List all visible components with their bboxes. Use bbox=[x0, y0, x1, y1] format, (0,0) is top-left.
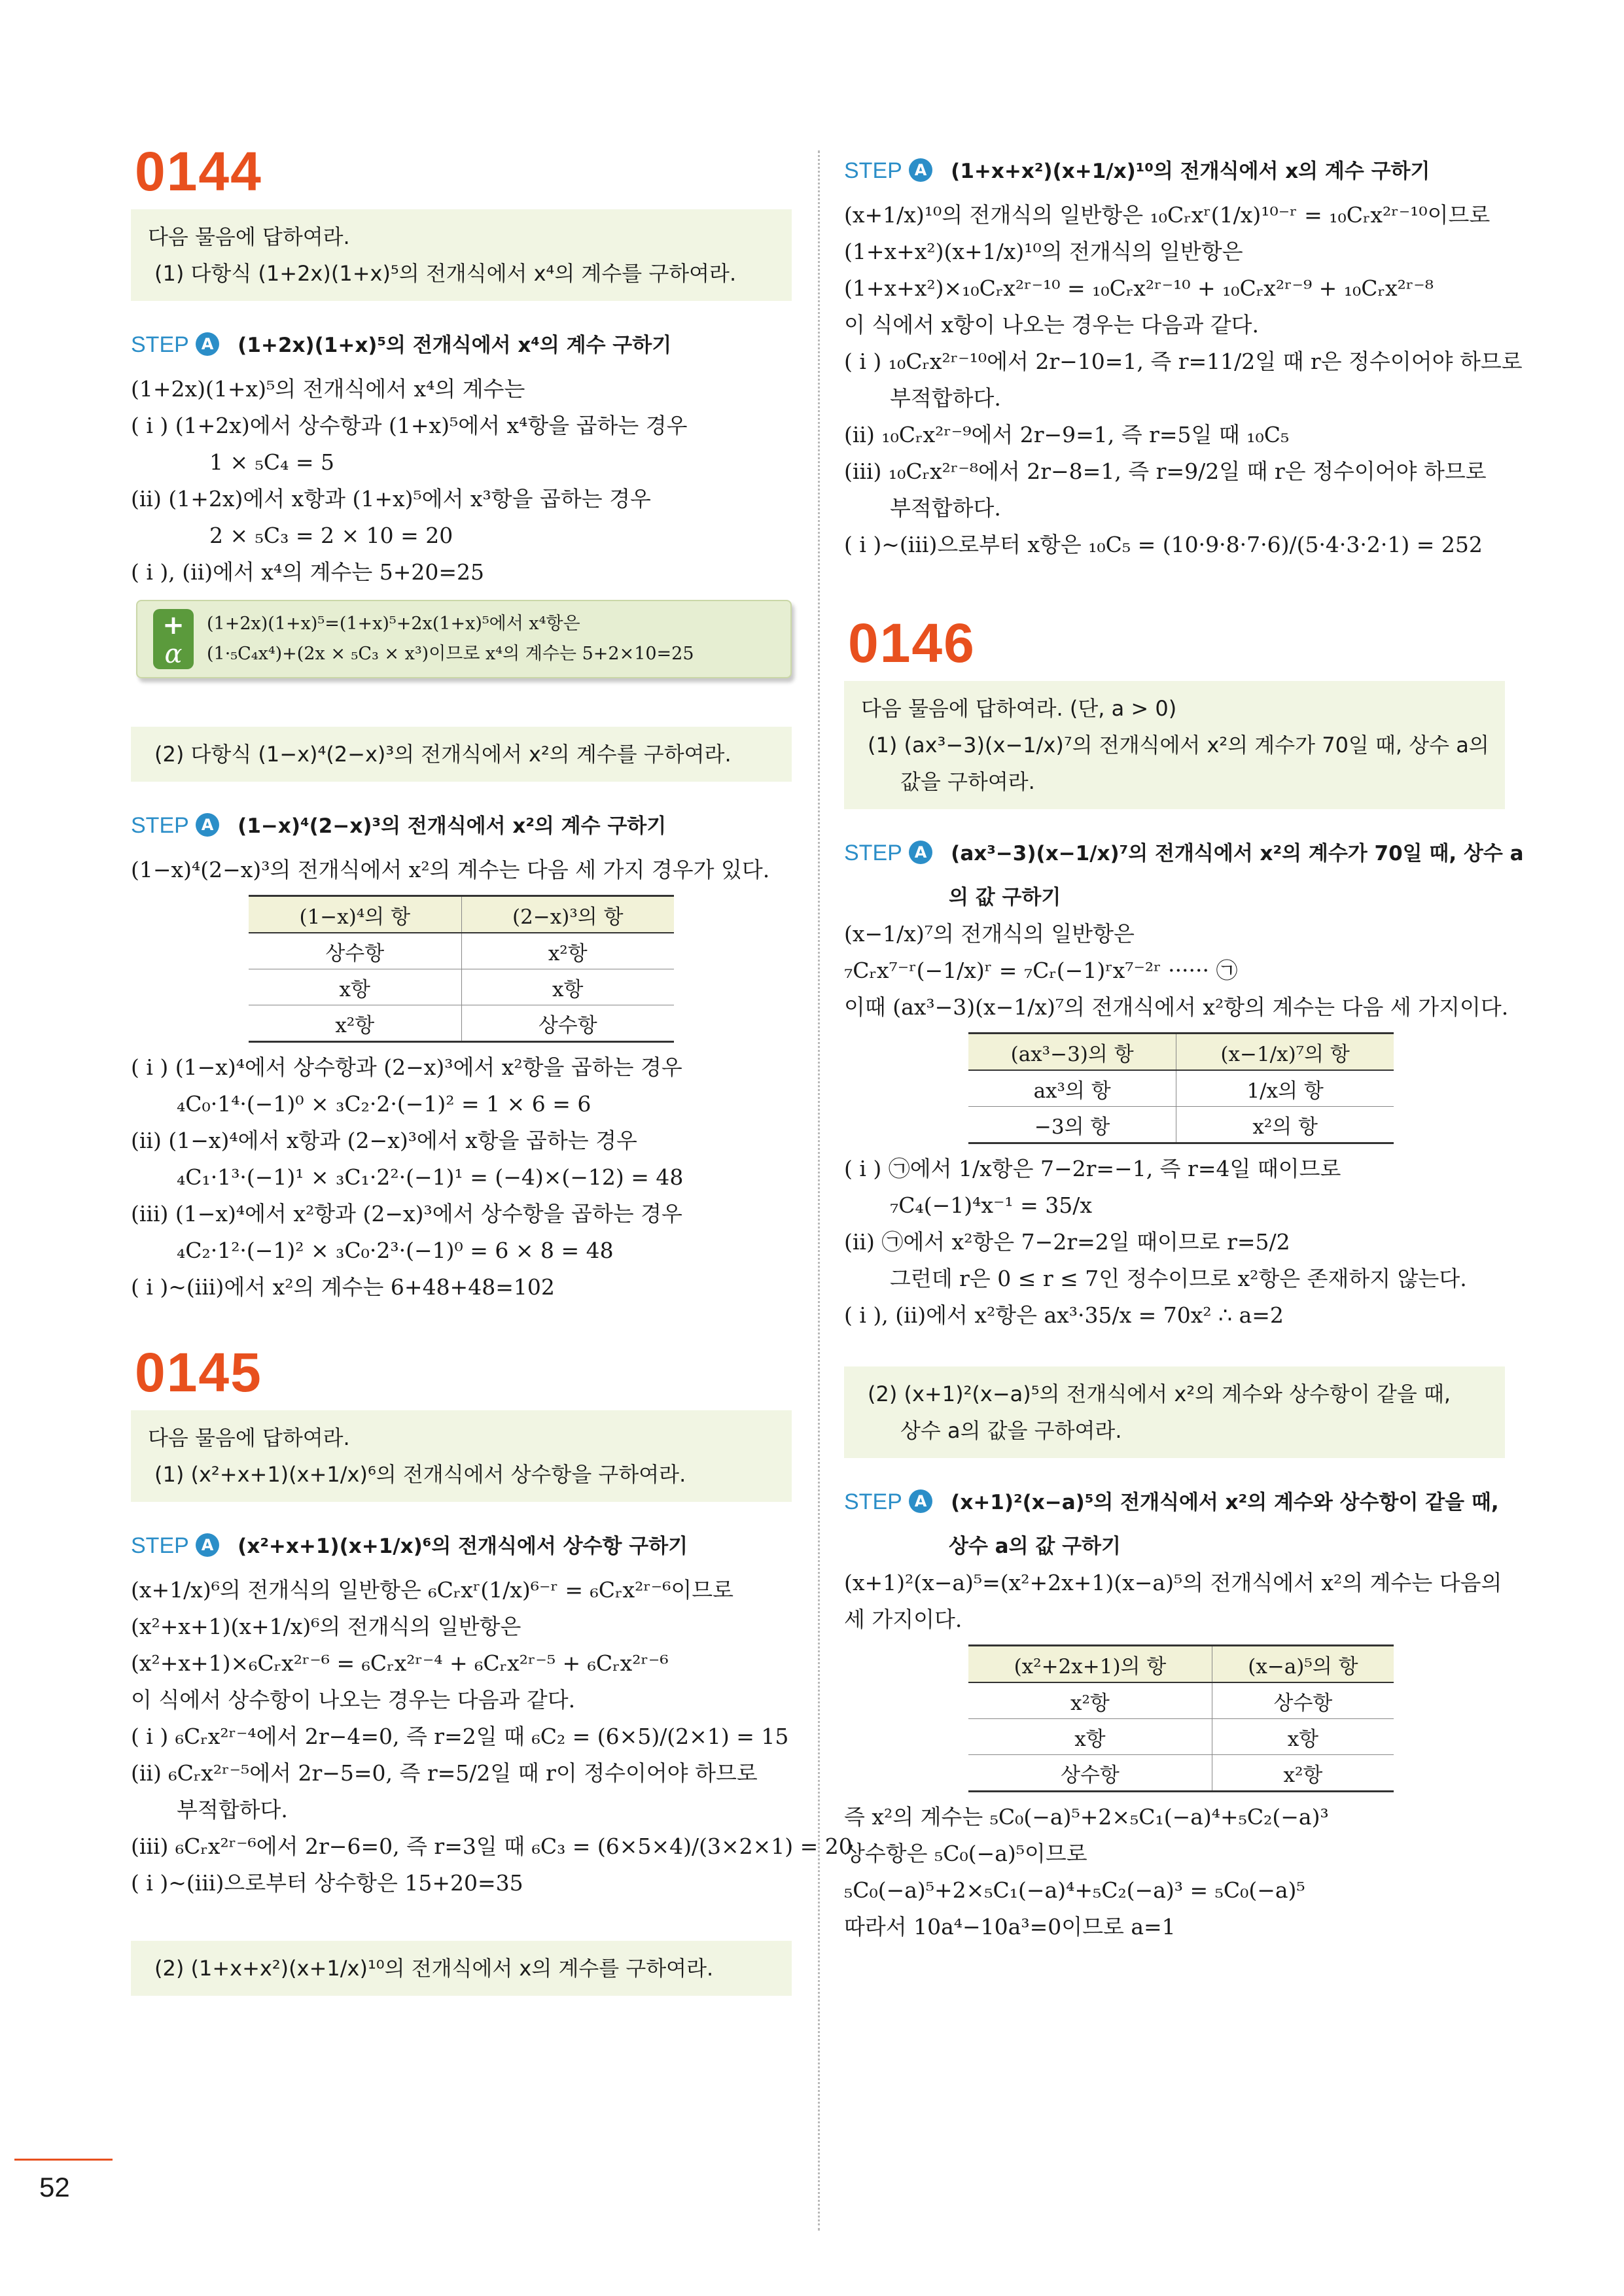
solution-line: (x+1/x)¹⁰의 전개식의 일반항은 ₁₀Cᵣxʳ(1/x)¹⁰⁻ʳ = ₁₀Cᵣx²ʳ⁻¹⁰이므로 bbox=[844, 202, 1491, 228]
solution-line: (x−1/x)⁷의 전개식의 일반항은 bbox=[844, 921, 1135, 947]
solution-line: ( i ) ₁₀Cᵣx²ʳ⁻¹⁰에서 2r−10=1, 즉 r=11/2일 때 r은 정수이어야 하므로 bbox=[844, 349, 1523, 374]
question-1-cont: 값을 구하여라. bbox=[900, 769, 1035, 794]
table-cell: x²항 bbox=[461, 933, 674, 969]
question-1: (1) (ax³−3)(x−1/x)⁷의 전개식에서 x²의 계수가 70일 때, 상수 a의 bbox=[868, 733, 1489, 757]
step-label: STEP bbox=[131, 813, 189, 838]
table-cell: 상수항 bbox=[968, 1755, 1212, 1792]
table-header: (ax³−3)의 항 bbox=[968, 1034, 1176, 1071]
problem-intro: 다음 물음에 답하여라. bbox=[148, 1425, 350, 1450]
table-cell: x항 bbox=[249, 969, 461, 1005]
solution-line: (1+x+x²)(x+1/x)¹⁰의 전개식의 일반항은 bbox=[844, 239, 1243, 264]
solution-line: (x²+x+1)(x+1/x)⁶의 전개식의 일반항은 bbox=[131, 1614, 521, 1639]
step-header bbox=[131, 1525, 792, 1567]
table-cell: 상수항 bbox=[249, 933, 461, 969]
solution-line: ( i ) ㉠에서 1/x항은 7−2r=−1, 즉 r=4일 때이므로 bbox=[844, 1156, 1341, 1181]
solution-line: ₇Cᵣx⁷⁻ʳ(−1/x)ʳ = ₇Cᵣ(−1)ʳx⁷⁻²ʳ ······ ㉠ bbox=[844, 958, 1238, 983]
table-cell: x²항 bbox=[1212, 1755, 1394, 1792]
step-title: (1+x+x²)(x+1/x)¹⁰의 전개식에서 x의 계수 구하기 bbox=[951, 160, 1430, 183]
problem-box-0145-2 bbox=[131, 1941, 792, 1996]
step-header bbox=[844, 1482, 1505, 1523]
table-cell: −3의 항 bbox=[968, 1107, 1176, 1143]
solution-line: (iii) ₆Cᵣx²ʳ⁻⁶에서 2r−6=0, 즉 r=3일 때 ₆C₃ = (6×5×4)/(3×2×1) = 20 bbox=[131, 1834, 853, 1859]
term-table bbox=[249, 895, 674, 1043]
problem-box-0146 bbox=[844, 681, 1505, 809]
solution-line: (ii) ₆Cᵣx²ʳ⁻⁵에서 2r−5=0, 즉 r=5/2일 때 r이 정수이어야 하므로 bbox=[131, 1760, 758, 1786]
question-2: (2) (1+x+x²)(x+1/x)¹⁰의 전개식에서 x의 계수를 구하여라. bbox=[154, 1956, 714, 1981]
solution-line: (ii) ㉠에서 x²항은 7−2r=2일 때이므로 r=5/2 bbox=[844, 1229, 1290, 1255]
solution-line: (iii) (1−x)⁴에서 x²항과 (2−x)³에서 상수항을 곱하는 경우 bbox=[131, 1201, 682, 1226]
step-header bbox=[131, 805, 792, 846]
solution-line: 부적합하다. bbox=[177, 1797, 288, 1822]
problem-number-0144: 0144 bbox=[135, 141, 262, 202]
table-header: (1−x)⁴의 항 bbox=[249, 896, 461, 933]
right-column bbox=[844, 144, 1524, 1945]
step-label: STEP bbox=[844, 1489, 902, 1514]
solution-line: (ii) (1+2x)에서 x항과 (1+x)⁵에서 x³항을 곱하는 경우 bbox=[131, 486, 651, 512]
table-cell: 상수항 bbox=[1212, 1682, 1394, 1719]
solution-line: ₄C₁·1³·(−1)¹ × ₃C₁·2²·(−1)¹ = (−4)×(−12) = 48 bbox=[177, 1164, 684, 1190]
question-2: (2) (x+1)²(x−a)⁵의 전개식에서 x²의 계수와 상수항이 같을 때, bbox=[868, 1382, 1451, 1406]
solution-line: (x²+x+1)×₆Cᵣx²ʳ⁻⁶ = ₆Cᵣx²ʳ⁻⁴ + ₆Cᵣx²ʳ⁻⁵ + ₆Cᵣx²ʳ⁻⁶ bbox=[131, 1650, 669, 1676]
table-cell: 상수항 bbox=[461, 1005, 674, 1042]
question-2: (2) 다항식 (1−x)⁴(2−x)³의 전개식에서 x²의 계수를 구하여라. bbox=[154, 742, 732, 767]
alpha-line: (1+2x)(1+x)⁵=(1+x)⁵+2x(1+x)⁵에서 x⁴항은 bbox=[207, 614, 580, 634]
solution-line: 이 식에서 x항이 나오는 경우는 다음과 같다. bbox=[844, 312, 1259, 338]
table-header: (x−a)⁵의 항 bbox=[1212, 1646, 1394, 1683]
solution-line: 부적합하다. bbox=[890, 385, 1001, 411]
solution-line: 이 식에서 상수항이 나오는 경우는 다음과 같다. bbox=[131, 1687, 576, 1713]
solution-line: ₇C₄(−1)⁴x⁻¹ = 35/x bbox=[890, 1192, 1092, 1218]
problem-intro: 다음 물음에 답하여라. bbox=[148, 224, 350, 249]
table-cell: x항 bbox=[968, 1719, 1212, 1755]
svg-text:+: + bbox=[162, 610, 185, 640]
table-header: (x−1/x)⁷의 항 bbox=[1176, 1034, 1394, 1071]
page-number: 52 bbox=[39, 2172, 70, 2202]
table-header: (2−x)³의 항 bbox=[461, 896, 674, 933]
solution-line: 따라서 10a⁴−10a³=0이므로 a=1 bbox=[844, 1914, 1176, 1939]
solution-line: ₅C₀(−a)⁵+2×₅C₁(−a)⁴+₅C₂(−a)³ = ₅C₀(−a)⁵ bbox=[844, 1877, 1305, 1903]
step-title: (1−x)⁴(2−x)³의 전개식에서 x²의 계수 구하기 bbox=[238, 814, 667, 838]
step-title: (ax³−3)(x−1/x)⁷의 전개식에서 x²의 계수가 70일 때, 상수 a bbox=[951, 842, 1524, 865]
table-cell: ax³의 항 bbox=[968, 1070, 1176, 1107]
plus-alpha-icon bbox=[150, 606, 196, 672]
problem-number-0145: 0145 bbox=[135, 1342, 262, 1403]
solution-line: (1+2x)(1+x)⁵의 전개식에서 x⁴의 계수는 bbox=[131, 376, 525, 402]
table-cell: x항 bbox=[1212, 1719, 1394, 1755]
step-badge: A bbox=[196, 813, 219, 837]
step-title-cont: 상수 a의 값 구하기 bbox=[949, 1535, 1121, 1558]
column-divider bbox=[818, 150, 820, 2231]
table-cell: x²항 bbox=[249, 1005, 461, 1042]
solution-line: 이때 (ax³−3)(x−1/x)⁷의 전개식에서 x²항의 계수는 다음 세 가지이다. bbox=[844, 994, 1509, 1020]
solution-line: ( i ), (ii)에서 x⁴의 계수는 5+20=25 bbox=[131, 559, 484, 585]
step-label: STEP bbox=[131, 1533, 189, 1558]
table-header: (x²+2x+1)의 항 bbox=[968, 1646, 1212, 1683]
solution-line: ( i ) (1−x)⁴에서 상수항과 (2−x)³에서 x²항을 곱하는 경우 bbox=[131, 1054, 682, 1080]
question-1: (1) (x²+x+1)(x+1/x)⁶의 전개식에서 상수항을 구하여라. bbox=[154, 1462, 686, 1487]
step-label: STEP bbox=[131, 332, 189, 357]
step-badge: A bbox=[909, 841, 932, 864]
page-number-rule bbox=[14, 2159, 113, 2161]
question-2-cont: 상수 a의 값을 구하여라. bbox=[900, 1418, 1122, 1443]
plus-alpha-note bbox=[136, 600, 792, 678]
problem-number-0146: 0146 bbox=[848, 612, 976, 674]
step-badge: A bbox=[909, 158, 932, 182]
solution-line: ( i ) ₆Cᵣx²ʳ⁻⁴에서 2r−4=0, 즉 r=2일 때 ₆C₂ = (6×5)/(2×1) = 15 bbox=[131, 1724, 789, 1749]
solution-line: (1−x)⁴(2−x)³의 전개식에서 x²의 계수는 다음 세 가지 경우가 있다. bbox=[131, 857, 770, 882]
problem-box-0144-2 bbox=[131, 727, 792, 782]
solution-line: ₄C₀·1⁴·(−1)⁰ × ₃C₂·2·(−1)² = 1 × 6 = 6 bbox=[177, 1091, 591, 1117]
step-title: (1+2x)(1+x)⁵의 전개식에서 x⁴의 계수 구하기 bbox=[238, 334, 672, 357]
step-title: (x+1)²(x−a)⁵의 전개식에서 x²의 계수와 상수항이 같을 때, bbox=[951, 1491, 1499, 1514]
solution-line: ( i )~(iii)에서 x²의 계수는 6+48+48=102 bbox=[131, 1274, 555, 1300]
solution-line: 1 × ₅C₄ = 5 bbox=[209, 449, 334, 475]
solution-line: 즉 x²의 계수는 ₅C₀(−a)⁵+2×₅C₁(−a)⁴+₅C₂(−a)³ bbox=[844, 1804, 1329, 1830]
solution-line: 2 × ₅C₃ = 2 × 10 = 20 bbox=[209, 523, 453, 548]
solution-line: (ii) ₁₀Cᵣx²ʳ⁻⁹에서 2r−9=1, 즉 r=5일 때 ₁₀C₅ bbox=[844, 422, 1290, 447]
step-header bbox=[844, 150, 1505, 192]
alpha-line: (1·₅C₄x⁴)+(2x × ₅C₃ × x³)이므로 x⁴의 계수는 5+2×10=25 bbox=[207, 644, 694, 664]
term-table bbox=[968, 1032, 1394, 1144]
solution-line: 그런데 r은 0 ≤ r ≤ 7인 정수이므로 x²항은 존재하지 않는다. bbox=[890, 1266, 1467, 1291]
step-title-cont: 의 값 구하기 bbox=[949, 886, 1061, 909]
solution-line: ₄C₂·1²·(−1)² × ₃C₀·2³·(−1)⁰ = 6 × 8 = 48 bbox=[177, 1238, 614, 1263]
table-cell: x항 bbox=[461, 969, 674, 1005]
problem-box-0145 bbox=[131, 1410, 792, 1502]
step-badge: A bbox=[909, 1489, 932, 1513]
solution-line: (ii) (1−x)⁴에서 x항과 (2−x)³에서 x항을 곱하는 경우 bbox=[131, 1128, 637, 1153]
solution-line: ( i ) (1+2x)에서 상수항과 (1+x)⁵에서 x⁴항을 곱하는 경우 bbox=[131, 413, 688, 438]
step-label: STEP bbox=[844, 841, 902, 865]
step-title: (x²+x+1)(x+1/x)⁶의 전개식에서 상수항 구하기 bbox=[238, 1535, 688, 1558]
solution-line: (x+1)²(x−a)⁵=(x²+2x+1)(x−a)⁵의 전개식에서 x²의 계수는 다음의 bbox=[844, 1570, 1502, 1595]
table-cell: x²항 bbox=[968, 1682, 1212, 1719]
term-table bbox=[968, 1644, 1394, 1792]
step-header bbox=[131, 324, 792, 366]
svg-text:α: α bbox=[164, 639, 183, 669]
solution-line: ( i ), (ii)에서 x²항은 ax³·35/x = 70x² ∴ a=2 bbox=[844, 1302, 1284, 1328]
problem-box-0144 bbox=[131, 209, 792, 301]
solution-line: 상수항은 ₅C₀(−a)⁵이므로 bbox=[844, 1841, 1087, 1866]
table-cell: x²의 항 bbox=[1176, 1107, 1394, 1143]
solution-line: ( i )~(iii)으로부터 x항은 ₁₀C₅ = (10·9·8·7·6)/(5·4·3·2·1) = 252 bbox=[844, 532, 1483, 557]
solution-line: (x+1/x)⁶의 전개식의 일반항은 ₆Cᵣxʳ(1/x)⁶⁻ʳ = ₆Cᵣx²ʳ⁻⁶이므로 bbox=[131, 1577, 734, 1603]
left-column bbox=[131, 141, 853, 2019]
step-badge: A bbox=[196, 1533, 219, 1557]
step-label: STEP bbox=[844, 158, 902, 183]
problem-intro: 다음 물음에 답하여라. (단, a > 0) bbox=[861, 696, 1177, 721]
question-1: (1) 다항식 (1+2x)(1+x)⁵의 전개식에서 x⁴의 계수를 구하여라. bbox=[154, 261, 737, 286]
step-header bbox=[844, 833, 1524, 874]
solution-line: ( i )~(iii)으로부터 상수항은 15+20=35 bbox=[131, 1870, 523, 1896]
table-cell: 1/x의 항 bbox=[1176, 1070, 1394, 1107]
solution-line: (1+x+x²)×₁₀Cᵣx²ʳ⁻¹⁰ = ₁₀Cᵣx²ʳ⁻¹⁰ + ₁₀Cᵣx²ʳ⁻⁹ + ₁₀Cᵣx²ʳ⁻⁸ bbox=[844, 275, 1434, 301]
solution-line: 부적합하다. bbox=[890, 495, 1001, 521]
solution-line: 세 가지이다. bbox=[844, 1607, 962, 1632]
step-badge: A bbox=[196, 332, 219, 356]
solution-line: (iii) ₁₀Cᵣx²ʳ⁻⁸에서 2r−8=1, 즉 r=9/2일 때 r은 정수이어야 하므로 bbox=[844, 459, 1487, 484]
problem-box-0146-2 bbox=[844, 1366, 1505, 1458]
